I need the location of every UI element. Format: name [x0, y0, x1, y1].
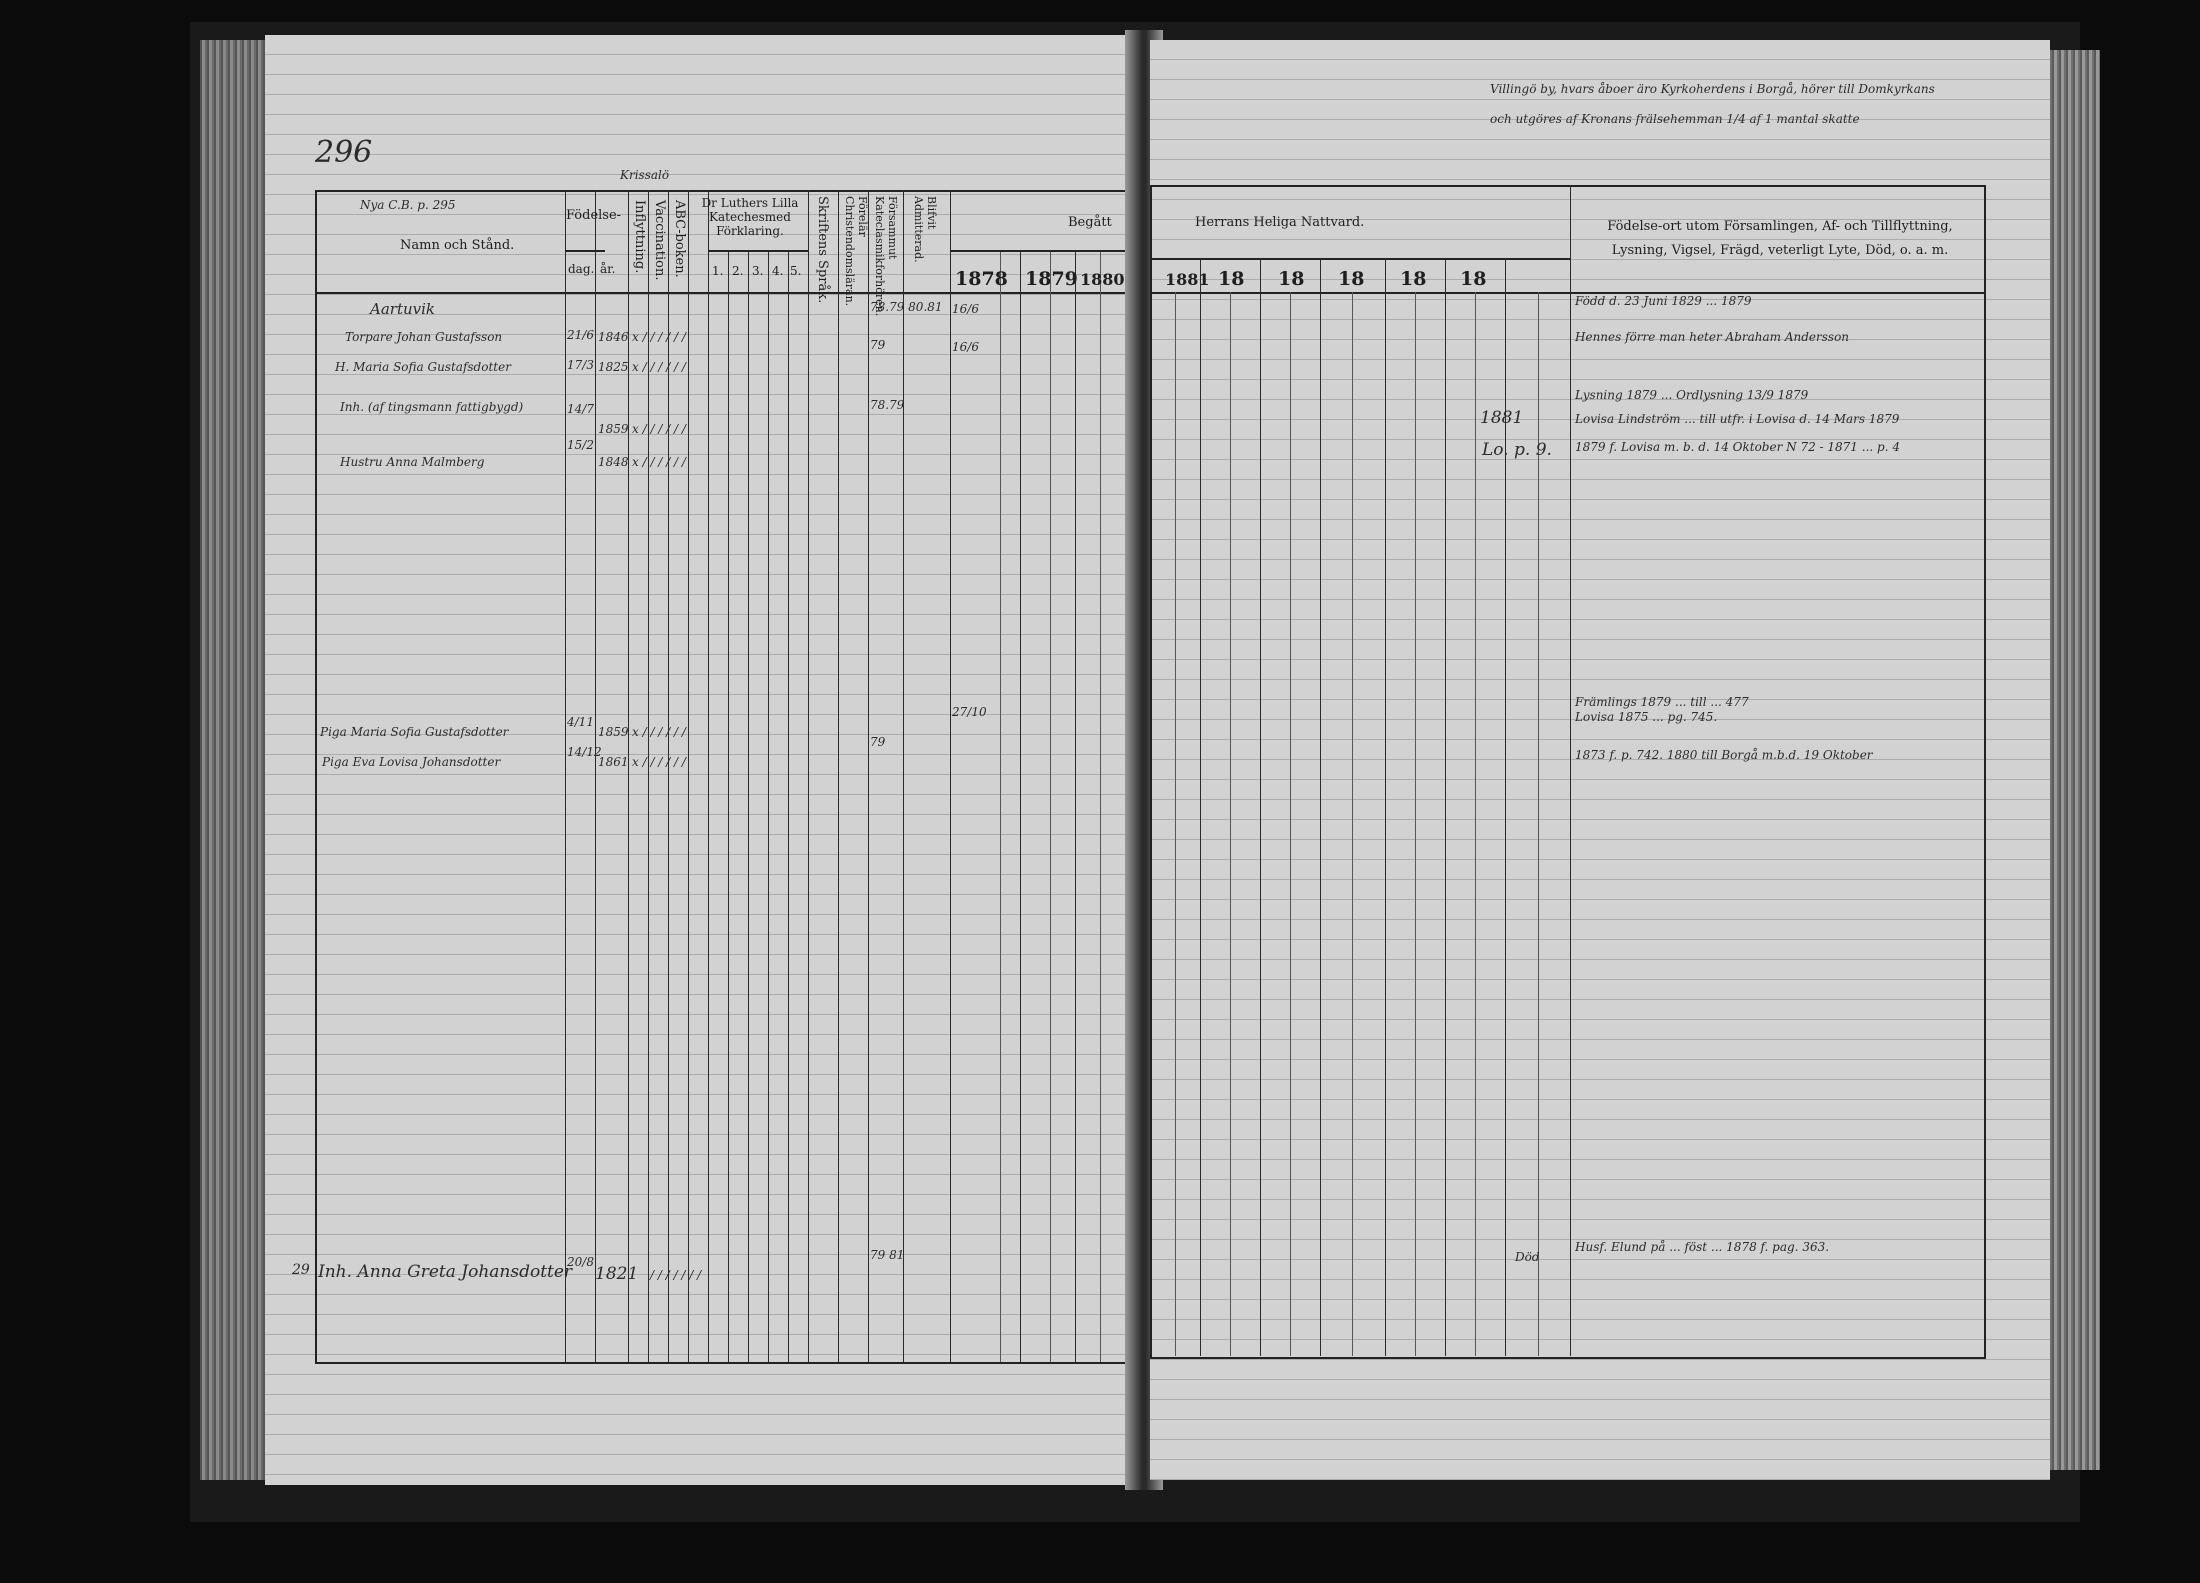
right-top-note-1: Villingö by, hvars åboer äro Kyrkoherdens i Borgå, hörer till Domkyrkans	[1490, 82, 1935, 96]
row-2-marks: x / / / / / /	[632, 360, 686, 374]
row-7-marks: / / / / / / /	[650, 1268, 702, 1282]
note-2: Hennes förre man heter Abraham Andersson	[1575, 330, 1850, 344]
row-4-year: 1848	[598, 455, 629, 469]
side-mark-dead: Död	[1515, 1250, 1540, 1264]
row-1-katech: 78.79 80.81	[870, 300, 943, 314]
village-label: Aartuvik	[370, 300, 435, 318]
row-1-year: 1846	[598, 330, 629, 344]
birth-day-header: dag.	[568, 262, 595, 276]
row-7-day: 20/8	[567, 1255, 594, 1269]
row-2-name: H. Maria Sofia Gustafsdotter	[335, 360, 511, 374]
row-4-name: Hustru Anna Malmberg	[340, 455, 485, 469]
row-2-day: 17/3	[567, 358, 594, 372]
inflyttning-header: Inflyttning.	[632, 200, 647, 274]
vaccination-header: Vaccination.	[652, 200, 667, 281]
note-4: Lovisa Lindström ... till utfr. i Lovisa d. 14 Mars 1879	[1575, 412, 1900, 426]
luther-num-1: 1.	[712, 264, 724, 278]
row-6-marks: x / / / / / /	[632, 755, 686, 769]
page-number: 296	[315, 135, 373, 170]
birth-year-header: år.	[600, 262, 616, 276]
year-18-d: 18	[1400, 268, 1427, 290]
name-column-header: Namn och Stånd.	[400, 238, 515, 253]
admitted-header: Blifvit Admitterad.	[912, 196, 938, 263]
note-6: Främlings 1879 ... till ... 477	[1575, 695, 1749, 709]
row-3-marks: x / / / / / /	[632, 422, 686, 436]
luther-num-4: 4.	[772, 264, 784, 278]
top-note: Krissalö	[620, 168, 670, 182]
row-3-name: Inh. (af tingsmann fattigbygd)	[340, 400, 524, 414]
row-6-year: 1861	[598, 755, 629, 769]
row-4-day: 15/2	[567, 438, 594, 452]
year-1879: 1879	[1025, 268, 1078, 290]
row-2-year: 1825	[598, 360, 629, 374]
row-5-day: 4/11	[567, 715, 594, 729]
row-1-marks: x / / / / / /	[632, 330, 686, 344]
note-1: Född d. 23 Juni 1829 ... 1879	[1575, 294, 1752, 308]
year-18-c: 18	[1338, 268, 1365, 290]
row-1-admit: 16/6	[952, 302, 979, 316]
year-18-a: 18	[1218, 268, 1245, 290]
row-3-year: 1859	[598, 422, 629, 436]
year-1881: 1881	[1165, 270, 1210, 289]
row-6-day: 14/12	[567, 745, 602, 759]
right-register-frame	[1150, 185, 1986, 1359]
row-5-katech: 79	[870, 735, 886, 749]
left-header-divider	[315, 292, 1127, 294]
year-1880: 1880	[1080, 270, 1125, 289]
row-7-name: Inh. Anna Greta Johansdotter	[318, 1262, 573, 1282]
register-reference: Nya C.B. p. 295	[360, 198, 456, 212]
notes-column-header: Födelse-ort utom Församlingen, Af- och Tillflyttning, Lysning, Vigsel, Frägd, veterligt Lyte, Död, o. a. m.	[1607, 219, 1953, 258]
begatt-header: Begått	[1068, 215, 1112, 230]
row-1-name: Torpare Johan Gustafsson	[345, 330, 503, 344]
luther-header: Dr Luthers Lilla Katechesmed Förklaring.	[701, 196, 799, 238]
luther-num-2: 2.	[732, 264, 744, 278]
row-7-katech: 79 81	[870, 1248, 905, 1262]
nattvard-header: Herrans Heliga Nattvard.	[1195, 215, 1365, 230]
year-18-b: 18	[1278, 268, 1305, 290]
row-3-katech: 78.79	[870, 398, 905, 412]
side-mark-year: 1881	[1480, 408, 1524, 428]
row-4-marks: x / / / / / /	[632, 455, 686, 469]
skrift-header: Skriftens Språk.	[815, 196, 830, 304]
row-1-day: 21/6	[567, 328, 594, 342]
note-8: 1873 f. p. 742. 1880 till Borgå m.b.d. 19 Oktober	[1575, 748, 1873, 762]
year-1878: 1878	[955, 268, 1008, 290]
right-top-note-2: och utgöres af Kronans frälsehemman 1/4 af 1 mantal skatte	[1490, 112, 1860, 126]
right-header-divider	[1150, 292, 1984, 294]
row-5-marks: x / / / / / /	[632, 725, 686, 739]
forsam-header: Försammut Kateclasmikforhören.	[873, 196, 899, 317]
row-2-admit: 16/6	[952, 340, 979, 354]
birth-header: Födelse-	[566, 208, 622, 223]
note-3: Lysning 1879 ... Ordlysning 13/9 1879	[1575, 388, 1809, 402]
row-5-name: Piga Maria Sofia Gustafsdotter	[320, 725, 509, 739]
year-18-e: 18	[1460, 268, 1487, 290]
row-2-katech: 79	[870, 338, 886, 352]
abc-header: ABC-boken.	[672, 200, 687, 278]
note-7: Lovisa 1875 ... pg. 745.	[1575, 710, 1718, 724]
side-mark-ref: Lo. p. 9.	[1482, 440, 1552, 460]
christen-header: Förelär Christendomsläran.	[843, 196, 869, 307]
note-9: Husf. Elund på ... föst ... 1878 f. pag. 363.	[1575, 1240, 1830, 1254]
row-number-mark: 29	[292, 1262, 310, 1278]
luther-num-5: 5.	[790, 264, 802, 278]
row-5-admit: 27/10	[952, 705, 987, 719]
luther-num-3: 3.	[752, 264, 764, 278]
row-3-day: 14/7	[567, 402, 594, 416]
row-7-year: 1821	[595, 1264, 639, 1284]
row-6-name: Piga Eva Lovisa Johansdotter	[322, 755, 501, 769]
row-5-year: 1859	[598, 725, 629, 739]
note-5: 1879 f. Lovisa m. b. d. 14 Oktober N 72 - 1871 ... p. 4	[1575, 440, 1900, 454]
